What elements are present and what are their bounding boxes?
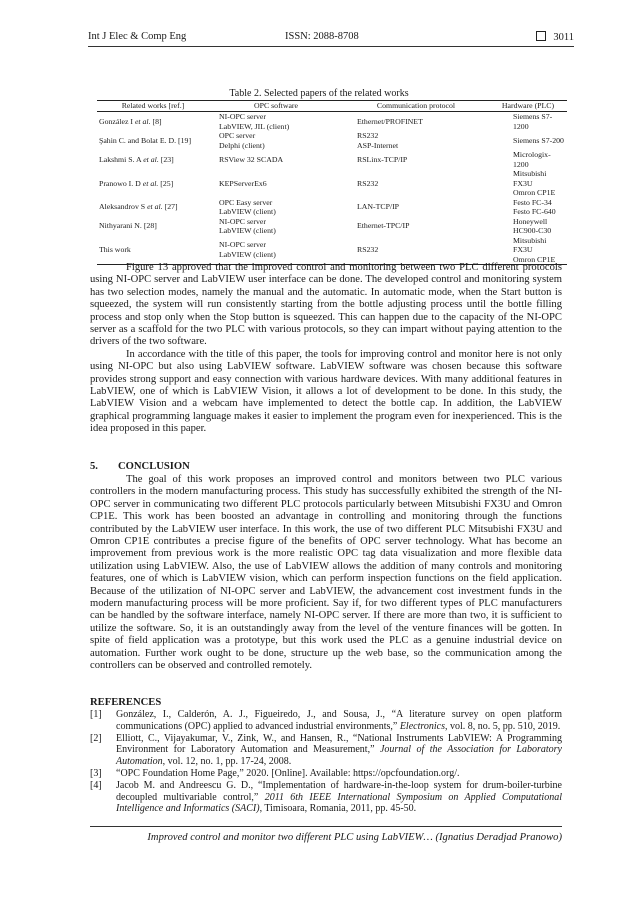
cell-line: LabVIEW, JIL (client): [219, 121, 290, 131]
cell-line: OPC server: [219, 131, 256, 140]
section-title: CONCLUSION: [118, 461, 190, 472]
ref-citation: [23]: [158, 154, 174, 164]
discussion-text: [90, 262, 562, 436]
ref-et-al: et al.: [142, 178, 159, 188]
cell-related-work: [97, 217, 209, 236]
col-header-hardware: Hardware (PLC): [489, 101, 567, 112]
table-row: [97, 236, 567, 265]
cell-line: Festo FC-640: [513, 207, 556, 216]
conclusion-text: [90, 474, 562, 673]
ref-citation: [27]: [162, 202, 178, 212]
reference-source: Journal of the Association for Laboratory Automation: [116, 744, 562, 768]
reference-index: [1]: [90, 709, 102, 720]
ref-name: Nithyarani N. [28]: [99, 221, 157, 231]
cell-hardware: [489, 198, 567, 217]
section-number: 5.: [90, 461, 98, 472]
cell-line: Ethernet-TPC/IP: [357, 221, 410, 231]
ref-citation: [8]: [150, 116, 162, 126]
section-heading: [90, 461, 190, 472]
cell-line: Mitsubishi FX3U: [513, 235, 547, 254]
col-header-related-works: Related works [ref.]: [97, 101, 209, 112]
cell-communication-protocol: [343, 198, 489, 217]
reference-source: 2011 6th IEEE International Symposium on Applied Computational Intelligence and Informatics (SACI): [116, 791, 562, 815]
ref-et-al: et al.: [143, 154, 159, 164]
cell-line: Ethernet/PROFINET: [357, 116, 423, 126]
cell-line: Siemens S7-1200: [513, 112, 553, 131]
reference-index: [4]: [90, 779, 102, 791]
reference-index: [3]: [90, 767, 102, 779]
related-works-table: [97, 100, 567, 265]
paragraph: Figure 13 approved that the improved control and monitoring between two PLC different protocols using NI-OPC server and LabVIEW user interface can be done. The developed control and monitoring system has two selection modes, namely the manual and the automatic. In automatic mode, when the Start button is squeezed, the system will run consistently starting from the bottle adjusting process until the bottle filling process and stop only when the Stop button is squeezed. This can happen due to the capacity of the NI-OPC server as a scaffold for the two PLC with various protocols, so they can impart without paying attention to the drivers of the two software.: [90, 262, 562, 348]
cell-opc-software: [209, 217, 343, 236]
cell-line: NI-OPC server: [219, 240, 266, 250]
running-footer: [90, 826, 562, 843]
cell-related-work: [97, 112, 209, 132]
col-header-communication-protocol: Communication protocol: [343, 101, 489, 112]
reference-item: [90, 768, 562, 780]
reference-text: Jacob M. and Andreescu G. D., “Implementation of hardware-in-the-loop system for drum-boiler-turbine decoupled multivariable control,”: [116, 779, 562, 803]
cell-hardware: [489, 131, 567, 150]
table-header-row: [97, 101, 567, 112]
issn: ISSN: 2088-8708: [285, 31, 359, 42]
cell-opc-software: [209, 236, 343, 265]
cell-related-work: [97, 150, 209, 169]
cell-related-work: [97, 169, 209, 198]
cell-line: RSLinx-TCP/IP: [357, 154, 408, 164]
table-row: [97, 217, 567, 236]
cell-communication-protocol: [343, 131, 489, 150]
cell-line: Delphi (client): [219, 140, 265, 150]
reference-details: , Timisoara, Romania, 2011, pp. 45-50.: [259, 803, 417, 815]
reference-details: , vol. 12, no. 1, pp. 17-24, 2008.: [162, 756, 292, 768]
cell-line: LabVIEW (client): [219, 207, 276, 216]
reference-text: González, I., Calderón, A. J., Figueiredo, J., and Sousa, J., “A literature survey on open platform communications (OPC) applied to advanced industrial environments,”: [116, 709, 562, 732]
table-caption: Table 2. Selected papers of the related works: [229, 88, 409, 99]
reference-text: Elliott, C., Vijayakumar, V., Zink, W., and Hansen, R., “National Instruments LabVIEW: A Programming Environment for Laboratory Automation and Measurement,”: [116, 732, 562, 756]
cell-line: Omron CP1E: [513, 188, 556, 197]
cell-line: HC900-C30: [513, 226, 552, 235]
ref-name: Şahin C. and Bolat E. D. [19]: [99, 135, 192, 145]
cell-line: RS232: [357, 245, 379, 254]
cell-line: ASP-Internet: [357, 140, 399, 150]
table-row: [97, 112, 567, 132]
cell-related-work: [97, 236, 209, 265]
cell-line: Siemens S7-200: [513, 135, 564, 145]
cell-line: NI-OPC server: [219, 216, 266, 226]
cell-line: RS232: [357, 131, 379, 140]
cell-line: LabVIEW (client): [219, 226, 276, 235]
cell-hardware: [489, 150, 567, 169]
cell-line: Micrologix-1200: [513, 150, 551, 169]
ref-name: Pranowo I. D: [99, 178, 143, 188]
cell-hardware: [489, 217, 567, 236]
ref-citation: [25]: [158, 178, 174, 188]
cell-line: LAN-TCP/IP: [357, 202, 400, 212]
reference-text: “OPC Foundation Home Page,” 2020. [Online]. Available: https://opcfoundation.org/.: [116, 767, 460, 779]
col-header-opc-software: OPC software: [209, 101, 343, 112]
cell-line: Honeywell: [513, 216, 548, 226]
checkbox-square-icon: [536, 31, 546, 41]
cell-opc-software: [209, 150, 343, 169]
cell-opc-software: [209, 198, 343, 217]
cell-line: RSView 32 SCADA: [219, 154, 284, 164]
table-row: [97, 150, 567, 169]
cell-line: LabVIEW (client): [219, 249, 276, 259]
cell-hardware: [489, 112, 567, 132]
cell-communication-protocol: [343, 217, 489, 236]
journal-name: Int J Elec & Comp Eng: [88, 31, 187, 42]
ref-name: Lakshmi S. A: [99, 154, 144, 164]
table-row: [97, 169, 567, 198]
reference-item: [90, 780, 562, 815]
cell-line: RS232: [357, 178, 379, 188]
ref-name: González I: [99, 116, 135, 126]
table-body: [97, 112, 567, 265]
table-row: [97, 198, 567, 217]
running-header: [88, 30, 574, 47]
cell-communication-protocol: [343, 169, 489, 198]
cell-opc-software: [209, 169, 343, 198]
cell-line: KEPServerEx6: [219, 178, 267, 188]
ref-name: Aleksandrov S: [99, 202, 148, 212]
reference-details: , vol. 8, no. 5, pp. 510, 2019.: [445, 720, 561, 732]
page-number: 3011: [553, 32, 574, 43]
cell-hardware: [489, 236, 567, 265]
ref-et-al: et al.: [134, 116, 151, 126]
page-number-group: [536, 31, 574, 43]
cell-opc-software: [209, 131, 343, 150]
cell-line: OPC Easy server: [219, 197, 273, 207]
reference-index: [2]: [90, 732, 102, 744]
reference-item: [90, 709, 562, 733]
cell-opc-software: [209, 112, 343, 132]
reference-source: Electronics: [399, 720, 445, 732]
paragraph: In accordance with the title of this paper, the tools for improving control and monitor here is not only using NI-OPC but also using LabVIEW software. LabVIEW software was chosen because this software provides strong support and easy connection with various hardware devices. With many additional features in LabVIEW, one of which is LabVIEW Vision, it allows a lot of development to be done. In this study, the LabVIEW Vision and a webcam have implemented to detect the bottle cap. In addition, the LabVIEW graphical programming language makes it easier to implement the program even for inexperienced. This is the idea proposed in this paper.: [90, 348, 562, 435]
cell-line: Mitsubishi FX3U: [513, 169, 547, 188]
cell-communication-protocol: [343, 236, 489, 265]
cell-related-work: [97, 198, 209, 217]
references-list: [90, 709, 562, 815]
cell-line: NI-OPC server: [219, 112, 266, 121]
references-heading: REFERENCES: [90, 697, 162, 708]
ref-name: This work: [99, 245, 131, 254]
cell-communication-protocol: [343, 112, 489, 132]
cell-communication-protocol: [343, 150, 489, 169]
footer-text: Improved control and monitor two different PLC using LabVIEW… (Ignatius Deradjad Pranowo): [147, 832, 562, 843]
cell-line: Festo FC-34: [513, 197, 552, 207]
paragraph: The goal of this work proposes an improved control and monitors between two PLC various controllers in the modern manufacturing process. This study has successfully exhibited the strength of the NI-OPC server in communicating two different PLC protocols particularly between Mitsubishi FX3U and Omron CP1E. This work has been boosted an advantage in controlling and monitoring through the functions contributed by the LabVIEW user interface. In this work, the use of two different PLC Mitsubishi FX3U and Omron CP1E contributes a precise figure of the benefits of OPC server technology. What has become an improvement from previous work is the more realistic OPC tag data visualization and more flexible data utilization using LabVIEW. Also, the use of LabVIEW allows the addition of many controls and monitoring features, one of which is LabVIEW vision, which can perform inspection functions on the field application. Because of the utilization of NI-OPC server and LabVIEW, the advancement cost investment funds in the modern manufacturing process will be more proficient. Say if, for two different types of PLC manufacturers can be handled by the software interface, namely NI-OPC server. If there are more than two, it is sufficient to utilize the software. So, it is an outstandingly away from the level of the venture finances will be gotten. In spite of field application was a prototype, but this work used the PLC as a genuine industrial device on automation. Further work ought to be done, structure up the web base, so the communication among the controllers can be observed and controlled remotely.: [90, 474, 562, 672]
cell-line: Omron CP1E: [513, 254, 556, 264]
cell-related-work: [97, 131, 209, 150]
reference-item: [90, 733, 562, 768]
cell-hardware: [489, 169, 567, 198]
ref-et-al: et al.: [147, 202, 163, 212]
table-row: [97, 131, 567, 150]
